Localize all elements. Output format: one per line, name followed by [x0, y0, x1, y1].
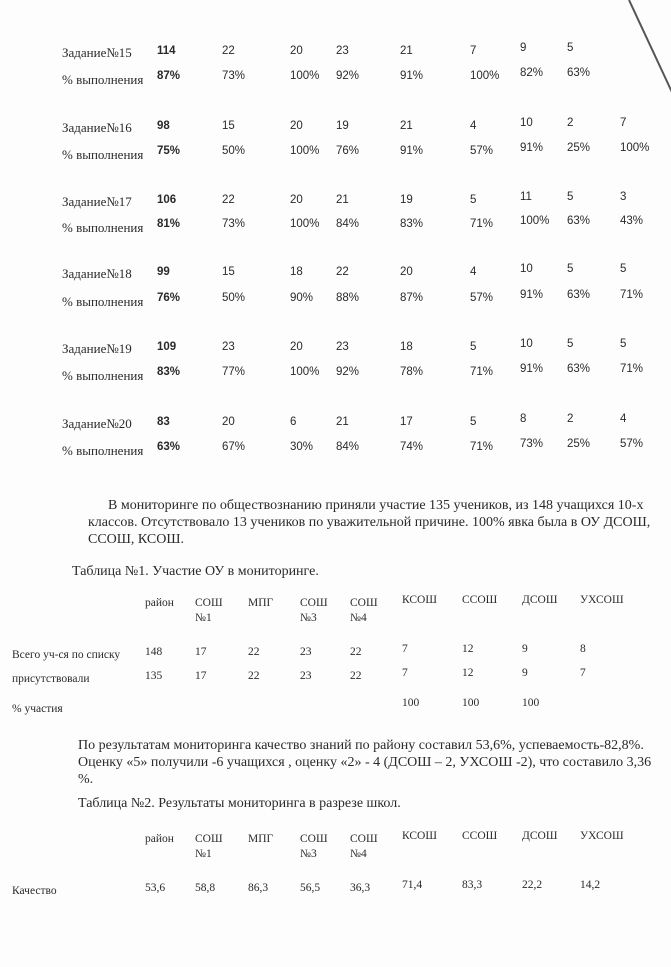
- pct-value: 92%: [336, 70, 360, 82]
- task-value: 10: [520, 117, 533, 129]
- cell-value: 36,3: [350, 882, 371, 894]
- pct-label: % выполнения: [62, 368, 144, 383]
- column-header: СОШ №4: [350, 833, 378, 860]
- pct-value: 91%: [520, 289, 544, 301]
- cell-value: 7: [580, 667, 586, 679]
- task-value: 22: [222, 45, 235, 57]
- column-header: ДСОШ: [522, 830, 558, 842]
- task-value: 5: [567, 338, 574, 350]
- task-value: 4: [620, 413, 627, 425]
- pct-value: 63%: [567, 215, 591, 227]
- pct-value: 83%: [400, 218, 424, 230]
- pct-value: 92%: [336, 366, 360, 378]
- pct-value: 100%: [290, 366, 320, 378]
- task-value: 5: [470, 416, 477, 428]
- row-label: Качество: [12, 885, 57, 897]
- column-header: СОШ №3: [300, 597, 328, 624]
- pct-value: 76%: [336, 145, 360, 157]
- task-total: 106: [157, 194, 177, 206]
- pct-value: 100%: [290, 70, 320, 82]
- task-label: Задание№16: [62, 120, 132, 135]
- column-header: УХСОШ: [580, 594, 624, 606]
- cell-value: 8: [580, 643, 586, 655]
- task-value: 5: [470, 341, 477, 353]
- task-value: 7: [620, 117, 627, 129]
- pct-value: 71%: [620, 363, 644, 375]
- task-total: 98: [157, 120, 170, 132]
- cell-value: 23: [300, 646, 312, 658]
- pct-total: 81%: [157, 218, 181, 230]
- column-header: КСОШ: [402, 830, 437, 842]
- pct-value: 90%: [290, 292, 314, 304]
- paragraph-results: По результатам мониторинга качество знаний по району составил 53,6%, успеваемость-82,8%. Оценку «5» получили -6 учащихся , оценку «2» - 4 (ДСОШ – 2, УХСОШ -2), что составило 3,36 %.: [78, 738, 652, 787]
- pct-value: 57%: [470, 145, 494, 157]
- paragraph-participation: В мониторинге по обществознанию приняли участие 135 учеников, из 148 учащихся 10-х классов. Отсутствовало 13 учеников по уважительной причине. 100% явка была в ОУ ДСОШ, ССОШ, КСОШ.: [88, 498, 651, 547]
- column-header: ССОШ: [462, 830, 498, 842]
- cell-value: 22,2: [522, 879, 543, 891]
- task-value: 21: [336, 416, 349, 428]
- task-value: 15: [222, 266, 235, 278]
- task-value: 20: [290, 194, 303, 206]
- pct-value: 57%: [620, 438, 644, 450]
- pct-value: 84%: [336, 441, 360, 453]
- pct-value: 91%: [520, 363, 544, 375]
- task-value: 23: [336, 341, 349, 353]
- pct-value: 91%: [400, 145, 424, 157]
- pct-value: 67%: [222, 441, 246, 453]
- pct-value: 100%: [470, 70, 500, 82]
- pct-value: 43%: [620, 215, 644, 227]
- pct-value: 25%: [567, 438, 591, 450]
- task-value: 7: [470, 45, 477, 57]
- pct-value: 91%: [400, 70, 424, 82]
- cell-value: 23: [300, 670, 312, 682]
- column-header: МПГ: [248, 597, 274, 609]
- task-value: 17: [400, 416, 413, 428]
- task-value: 20: [290, 45, 303, 57]
- pct-label: % выполнения: [62, 443, 144, 458]
- column-header: МПГ: [248, 833, 274, 845]
- task-label: Задание№19: [62, 341, 132, 356]
- cell-value: 14,2: [580, 879, 601, 891]
- task-value: 21: [400, 45, 413, 57]
- task-value: 21: [400, 120, 413, 132]
- task-label: Задание№17: [62, 194, 132, 209]
- row-label: присутствовали: [12, 673, 90, 685]
- pct-value: 73%: [222, 70, 246, 82]
- task-value: 3: [620, 191, 627, 203]
- pct-value: 91%: [520, 142, 544, 154]
- pct-value: 78%: [400, 366, 424, 378]
- task-value: 2: [567, 413, 574, 425]
- pct-value: 100%: [290, 145, 320, 157]
- pct-value: 71%: [470, 366, 494, 378]
- task-value: 11: [520, 191, 532, 203]
- pct-value: 100%: [620, 142, 650, 154]
- pct-value: 73%: [520, 438, 544, 450]
- task-value: 23: [336, 45, 349, 57]
- cell-value: 9: [522, 667, 528, 679]
- task-value: 20: [290, 120, 303, 132]
- pct-value: 57%: [470, 292, 494, 304]
- pct-total: 76%: [157, 292, 181, 304]
- task-total: 109: [157, 341, 177, 353]
- column-header: ДСОШ: [522, 594, 558, 606]
- cell-value: 9: [522, 643, 528, 655]
- task-value: 23: [222, 341, 235, 353]
- pct-value: 50%: [222, 292, 246, 304]
- column-header: КСОШ: [402, 594, 437, 606]
- task-value: 5: [620, 263, 627, 275]
- task-value: 4: [470, 266, 477, 278]
- cell-value: 86,3: [248, 882, 269, 894]
- pct-value: 88%: [336, 292, 360, 304]
- task-label: Задание№20: [62, 416, 132, 431]
- column-header: ССОШ: [462, 594, 498, 606]
- task-value: 5: [470, 194, 477, 206]
- pct-value: 84%: [336, 218, 360, 230]
- cell-value: 71,4: [402, 879, 423, 891]
- task-value: 22: [336, 266, 349, 278]
- task-total: 99: [157, 266, 170, 278]
- task-value: 10: [520, 338, 533, 350]
- column-header: СОШ №1: [195, 597, 223, 624]
- scan-artifact-line: [628, 0, 671, 118]
- pct-value: 77%: [222, 366, 246, 378]
- task-value: 5: [567, 42, 574, 54]
- cell-value: 7: [402, 643, 408, 655]
- task-value: 5: [620, 338, 627, 350]
- pct-total: 83%: [157, 366, 181, 378]
- cell-value: 22: [350, 670, 362, 682]
- task-value: 9: [520, 42, 527, 54]
- task-value: 18: [290, 266, 303, 278]
- cell-value: 148: [145, 646, 163, 658]
- cell-value: 12: [462, 643, 474, 655]
- column-header: СОШ №3: [300, 833, 328, 860]
- cell-value: 7: [402, 667, 408, 679]
- table2-caption: Таблица №2. Результаты мониторинга в разрезе школ.: [78, 796, 401, 811]
- cell-value: 56,5: [300, 882, 321, 894]
- column-header: СОШ №4: [350, 597, 378, 624]
- cell-value: 22: [350, 646, 362, 658]
- cell-value: 17: [195, 670, 207, 682]
- pct-value: 63%: [567, 363, 591, 375]
- cell-value: 135: [145, 670, 163, 682]
- task-value: 19: [400, 194, 413, 206]
- pct-label: % выполнения: [62, 72, 144, 87]
- pct-value: 87%: [400, 292, 424, 304]
- task-label: Задание№15: [62, 45, 132, 60]
- task-value: 5: [567, 263, 574, 275]
- table1-caption: Таблица №1. Участие ОУ в мониторинге.: [72, 564, 319, 579]
- task-value: 15: [222, 120, 235, 132]
- pct-value: 63%: [567, 67, 591, 79]
- pct-total: 87%: [157, 70, 181, 82]
- pct-label: % выполнения: [62, 147, 144, 162]
- task-value: 4: [470, 120, 477, 132]
- task-value: 20: [400, 266, 413, 278]
- pct-value: 25%: [567, 142, 591, 154]
- pct-value: 63%: [567, 289, 591, 301]
- task-value: 22: [222, 194, 235, 206]
- task-total: 83: [157, 416, 170, 428]
- pct-value: 50%: [222, 145, 246, 157]
- cell-value: 12: [462, 667, 474, 679]
- task-value: 20: [290, 341, 303, 353]
- task-value: 21: [336, 194, 349, 206]
- row-label: % участия: [12, 703, 63, 715]
- cell-value: 58,8: [195, 882, 216, 894]
- row-label: Всего уч-ся по списку: [12, 649, 121, 661]
- cell-value: 17: [195, 646, 207, 658]
- task-value: 19: [336, 120, 349, 132]
- task-value: 10: [520, 263, 533, 275]
- column-header: УХСОШ: [580, 830, 624, 842]
- task-total: 114: [157, 45, 176, 57]
- pct-value: 74%: [400, 441, 424, 453]
- pct-value: 82%: [520, 67, 544, 79]
- task-value: 5: [567, 191, 574, 203]
- pct-value: 73%: [222, 218, 246, 230]
- cell-value: 22: [248, 670, 260, 682]
- pct-value: 71%: [470, 441, 494, 453]
- task-value: 2: [567, 117, 574, 129]
- task-label: Задание№18: [62, 266, 132, 281]
- column-header: район: [145, 833, 174, 845]
- cell-value: 100: [402, 697, 420, 709]
- pct-label: % выполнения: [62, 294, 144, 309]
- column-header: СОШ №1: [195, 833, 223, 860]
- cell-value: 100: [522, 697, 540, 709]
- task-value: 20: [222, 416, 235, 428]
- pct-label: % выполнения: [62, 220, 144, 235]
- pct-value: 100%: [290, 218, 320, 230]
- pct-total: 63%: [157, 441, 181, 453]
- pct-value: 71%: [620, 289, 644, 301]
- pct-value: 100%: [520, 215, 550, 227]
- pct-total: 75%: [157, 145, 181, 157]
- pct-value: 71%: [470, 218, 494, 230]
- cell-value: 83,3: [462, 879, 483, 891]
- task-value: 18: [400, 341, 413, 353]
- cell-value: 22: [248, 646, 260, 658]
- task-value: 8: [520, 413, 527, 425]
- cell-value: 100: [462, 697, 480, 709]
- cell-value: 53,6: [145, 882, 166, 894]
- pct-value: 30%: [290, 441, 314, 453]
- task-value: 6: [290, 416, 297, 428]
- column-header: район: [145, 597, 174, 609]
